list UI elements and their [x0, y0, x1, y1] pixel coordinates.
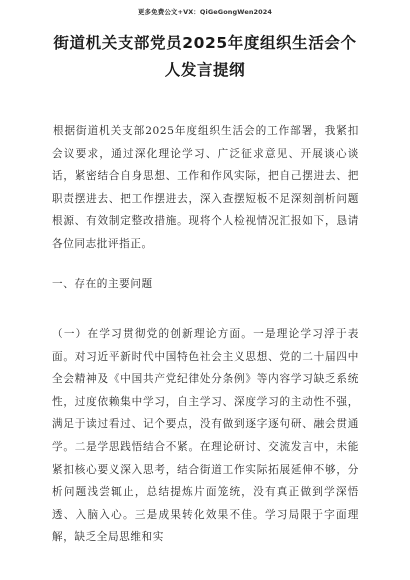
- section-heading: 一、存在的主要问题: [52, 278, 153, 290]
- document-title: 街道机关支部党员2025年度组织生活会个人发言提纲: [53, 34, 357, 79]
- intro-paragraph: 根据街道机关支部2025年度组织生活会的工作部署，我紧扣会议要求，通过深化理论学习、广泛征求意见、开展谈心谈话，紧密结合自身思想、工作和作风实际，把自己摆进去、把职责摆进去、把工作摆进去，深入查摆短板不足深刻剖析问题根源、有效制定整改措施。现将个人检视情况汇报如下，恳请各位同志批评指正。: [52, 125, 359, 250]
- header-note: 更多免费公文+VX：QiGeGongWen2024: [137, 8, 273, 16]
- section-paragraph: （一）在学习贯彻党的创新理论方面。一是理论学习浮于表面。对习近平新时代中国特色社会主义思想、党的二十届四中全会精神及《中国共产党纪律处分条例》等内容学习缺乏系统性，过度依赖集中学习，自主学习、深度学习的主动性不强，满足于读过看过、记个要点，没有做到逐字逐句研、融会贯通学。二是学思践悟结合不紧。在理论研讨、交流发言中，未能紧扣核心要义深入思考，结合街道工作实际拓展延伸不够，分析问题浅尝辄止，总结提炼片面笼统，没有真正做到学深悟透、入脑入心。三是成果转化效果不佳。学习局限于字面理解，缺乏全局思维和实: [52, 328, 359, 544]
